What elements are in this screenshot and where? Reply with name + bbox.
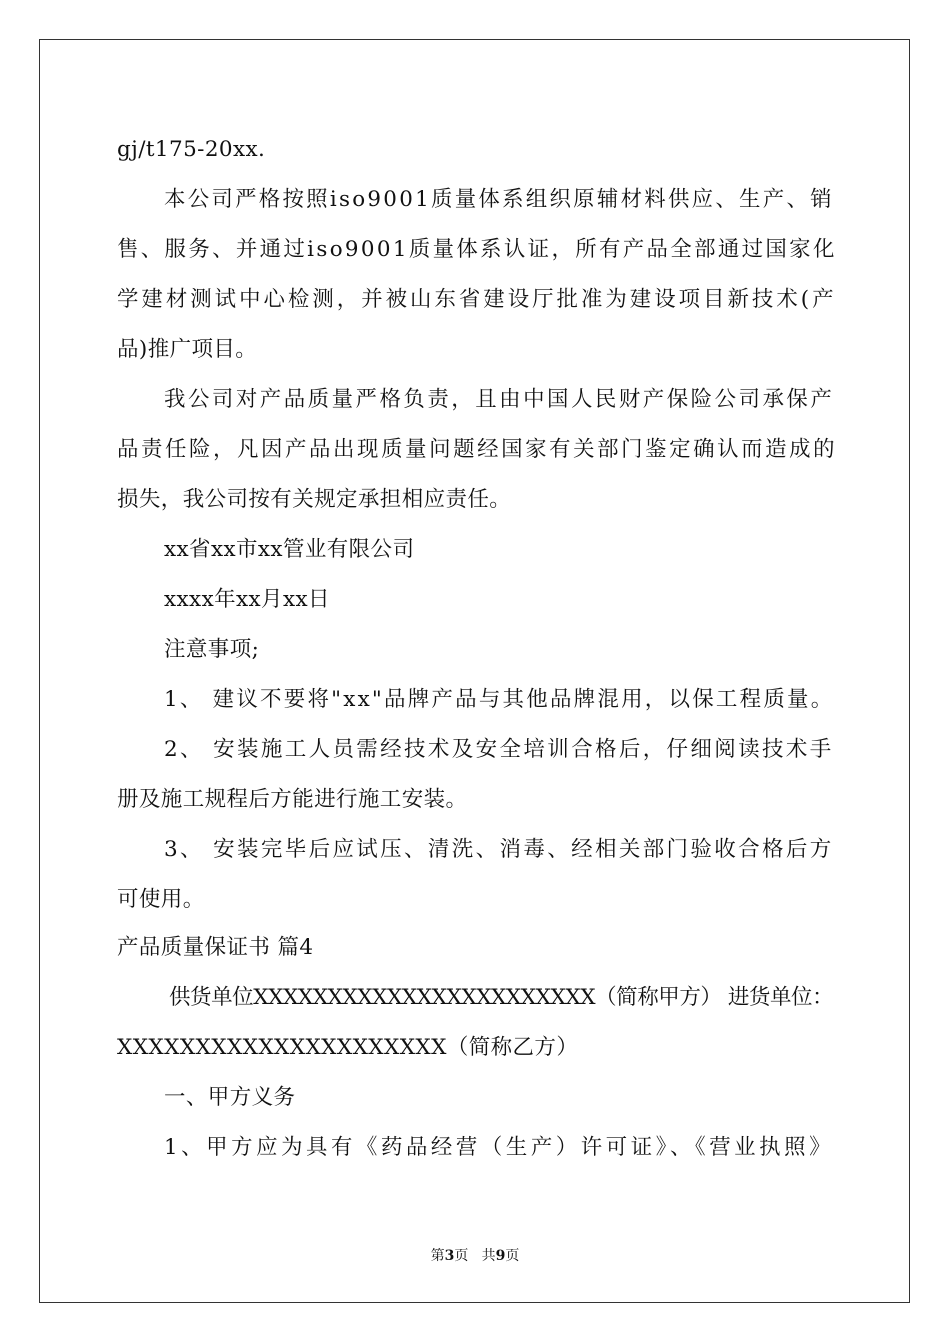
text-line: 售、服务、并通过iso9001质量体系认证，所有产品全部通过国家化 — [117, 237, 837, 262]
clause-heading: 一、甲方义务 — [164, 1085, 296, 1110]
footer-prefix: 第 — [430, 1248, 445, 1264]
note-item: 3、 安装完毕后应试压、清洗、消毒、经相关部门验收合格后方 — [164, 837, 834, 862]
text-line: 我公司对产品质量严格负责，且由中国人民财产保险公司承保产 — [164, 387, 835, 412]
text-line: 损失，我公司按有关规定承担相应责任。 — [117, 487, 512, 512]
text-line: 品责任险，凡因产品出现质量问题经国家有关部门鉴定确认而造成的 — [117, 437, 838, 462]
footer-total-pages: 9 — [495, 1248, 506, 1264]
text-line: 1、甲方应为具有《药品经营（生产）许可证》、《营业执照》 — [164, 1135, 835, 1160]
text-line: 学建材测试中心检测，并被山东省建设厅批准为建设项目新技术(产 — [117, 287, 837, 312]
date-line: xxxx年xx月xx日 — [164, 587, 330, 612]
footer-mid: 页 共 — [454, 1248, 496, 1264]
text-line: 本公司严格按照iso9001质量体系组织原辅材料供应、生产、销 — [164, 187, 834, 212]
note-item: 1、 建议不要将"xx"品牌产品与其他品牌混用，以保工程质量。 — [164, 687, 835, 712]
text-line: XXXXXXXXXXXXXXXXXXXXX（简称乙方） — [117, 1035, 579, 1060]
page-footer — [0, 1247, 950, 1265]
footer-page-number: 3 — [444, 1248, 455, 1264]
section-title: 产品质量保证书 篇4 — [117, 935, 314, 960]
text-line: 品)推广项目。 — [117, 337, 258, 362]
text-line: gj/t175-20xx. — [117, 137, 266, 162]
notes-heading: 注意事项; — [164, 637, 260, 662]
text-line: 供货单位XXXXXXXXXXXXXXXXXXXXXXX（简称甲方） 进货单位： — [169, 985, 834, 1010]
text-line: 册及施工规程后方能进行施工安装。 — [117, 787, 468, 812]
note-item: 2、 安装施工人员需经技术及安全培训合格后，仔细阅读技术手 — [164, 737, 834, 762]
text-line: 可使用。 — [117, 887, 205, 912]
company-name: xx省xx市xx管业有限公司 — [164, 537, 415, 562]
footer-suffix: 页 — [505, 1248, 520, 1264]
page-border — [39, 39, 910, 1303]
